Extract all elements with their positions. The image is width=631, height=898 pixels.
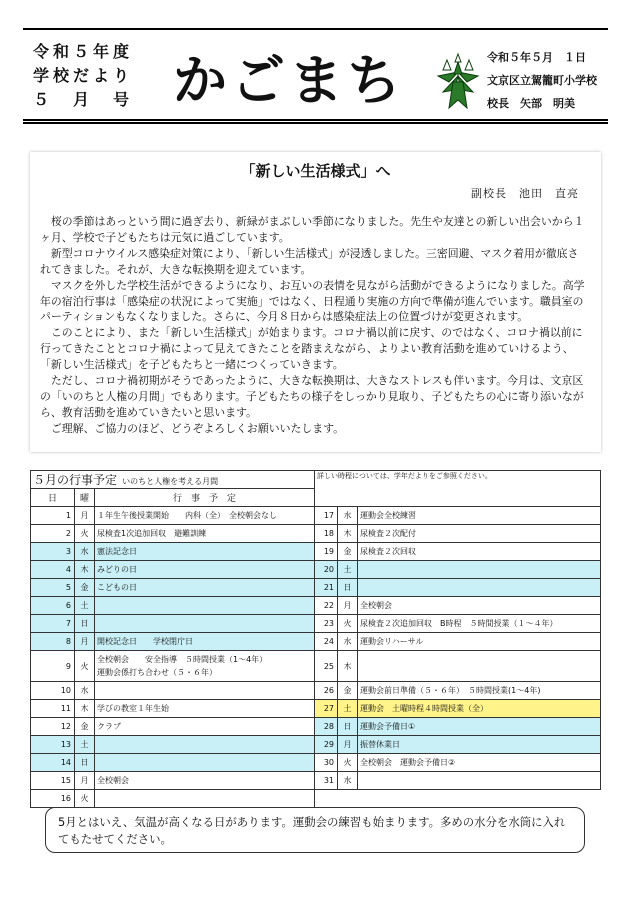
day-cell: 2 [31,525,75,543]
feature-article [30,152,601,452]
day-cell: 28 [315,718,338,736]
day-cell: 23 [315,615,338,633]
day-cell: 3 [31,543,75,561]
event-cell [358,633,601,651]
event-cell [358,597,601,615]
issue-month: ５ 月 号 [33,90,134,109]
event-text: みどりの日 [97,565,137,574]
day-cell: 11 [31,700,75,718]
table-row [31,651,601,682]
weekday-cell: 金 [75,718,95,736]
table-row [31,579,601,597]
article-paragraph: このことにより、また「新しい生活様式」が始まります。コロナ禍以前に戻す、のではなく、コロナ禍以前に行ってきたこととコロナ禍によって見えてきたことを踏まえながら、よりよい教育活動を進めていけるよう、「新しい生活様式」を子どもたちと一緒につくっていきます。 [40,326,583,372]
event-cell [358,682,601,700]
event-cell [95,754,315,772]
weekday-cell: 月 [338,597,358,615]
col-header-event: 行 事 予 定 [95,489,315,507]
event-text: 全校朝会 [360,601,393,610]
weekday-cell: 水 [75,682,95,700]
table-row [31,682,601,700]
event-cell [95,507,315,525]
table-row [31,615,601,633]
event-text: 尿検査1次追加回収 避難訓練 [97,529,207,538]
day-cell: 5 [31,579,75,597]
event-cell [358,615,601,633]
event-cell [358,718,601,736]
table-row [31,561,601,579]
event-text: １年生午後授業開始 内科（全） 全校朝会なし [97,511,277,520]
event-cell [95,579,315,597]
event-cell [358,651,601,682]
article-paragraph: マスクを外した学校生活ができるようになり、お互いの表情を見ながら活動ができるようになりました。高学年の宿泊行事は「感染症の状況によって実施」ではなく、日程通り実施の方向で準備が進んでいます。職員室のパーティションもなくなりました。さらに、今月８日からは感染症法上の位置づけが変更されます。 [40,278,585,324]
weekday-cell: 火 [75,790,95,808]
weekday-cell: 日 [75,615,95,633]
event-cell [95,633,315,651]
table-row [31,790,601,808]
event-cell [358,561,601,579]
day-cell: 25 [315,651,338,682]
event-text: 学びの教室１年生始 [97,704,169,713]
day-cell: 19 [315,543,338,561]
article-paragraph: 新型コロナウイルス感染症対策により、「新しい生活様式」が浸透しました。三密回避、マスク着用が徹底されてきました。それが、大きな転換期を迎えています。 [40,246,579,276]
table-row [31,543,601,561]
day-cell: 20 [315,561,338,579]
issue-year: 令和５年度 [33,42,134,61]
weekday-cell: 金 [338,682,358,700]
day-cell: 24 [315,633,338,651]
school-emblem-icon [435,52,481,116]
table-row [31,525,601,543]
day-cell: 16 [31,790,75,808]
event-cell [95,718,315,736]
weekday-cell: 水 [75,543,95,561]
day-cell: 22 [315,597,338,615]
weekday-cell: 月 [75,772,95,790]
event-cell [358,754,601,772]
event-text: 全校朝会 安全指導 ５時間授業（1～4年） [97,655,268,664]
day-cell: 30 [315,754,338,772]
day-cell: 1 [31,507,75,525]
weekday-cell: 日 [75,754,95,772]
weekday-cell: 水 [338,507,358,525]
event-text: 運動会 土曜時程４時間授業（全） [360,704,489,713]
event-cell [95,615,315,633]
day-cell: 15 [31,772,75,790]
weekday-cell: 火 [338,615,358,633]
event-cell [95,651,315,682]
publisher-info [487,46,597,115]
day-cell: 10 [31,682,75,700]
weekday-cell: 土 [338,700,358,718]
event-cell [358,736,601,754]
weekday-cell: 水 [338,633,358,651]
event-cell [95,736,315,754]
schedule-note: 詳しい時程については、学年だよりをご参照ください。 [315,471,601,507]
schedule-body [31,507,601,808]
weekday-cell: 火 [338,754,358,772]
event-text: 尿検査２次追加回収 B時程 ５時間授業（１～４年） [360,619,558,628]
weekday-cell: 日 [338,579,358,597]
event-text: 運動会全校練習 [360,511,417,520]
article-paragraph: ご理解、ご協力のほど、どうぞよろしくお願いいたします。 [50,421,345,435]
table-row [31,700,601,718]
weekday-cell: 土 [75,736,95,754]
event-text: こどもの日 [97,583,137,592]
weekday-cell: 木 [75,561,95,579]
event-cell [358,507,601,525]
weekday-cell: 金 [338,543,358,561]
event-text: 運動会リハーサル [360,637,424,646]
table-row [31,754,601,772]
day-cell: 31 [315,772,338,790]
table-row [31,718,601,736]
day-cell: 17 [315,507,338,525]
event-text: 運動会係打ち合わせ（５・６年） [97,668,217,677]
day-cell: 29 [315,736,338,754]
day-cell: 4 [31,561,75,579]
newsletter-logo: かごまち [173,48,405,112]
event-cell [95,700,315,718]
day-cell: 9 [31,651,75,682]
issue-info [33,40,133,112]
event-text: 開校記念日 学校閉庁日 [97,637,193,646]
weekday-cell: 木 [338,651,358,682]
day-cell: 26 [315,682,338,700]
event-cell [95,682,315,700]
event-text: 尿検査２次回収 [360,547,417,556]
day-cell: 18 [315,525,338,543]
article-body [40,214,588,437]
event-cell [358,700,601,718]
table-row [31,736,601,754]
day-cell: 12 [31,718,75,736]
weekday-cell: 木 [75,700,95,718]
school-name: 文京区立駕籠町小学校 [487,74,597,87]
event-cell [358,543,601,561]
event-text: 全校朝会 [97,776,129,785]
weekday-cell: 火 [75,651,95,682]
event-text: クラブ [97,722,121,731]
col-header-day: 日 [31,489,75,507]
event-text: 全校朝会 運動会予備日② [360,758,456,767]
day-cell: 6 [31,597,75,615]
schedule-caption: ５月の行事予定 [33,473,118,487]
event-cell [95,525,315,543]
schedule-subcaption: いのちと人権を考える月間 [122,477,219,486]
issue-date: 令和５年５月 １日 [487,51,586,64]
article-author: 副校長 池田 直亮 [471,187,579,200]
event-text: 運動会予備日① [360,722,416,731]
day-cell: 13 [31,736,75,754]
table-row [31,633,601,651]
event-text: 運動会前日準備（５・６年） ５時間授業(1～4年) [360,686,541,695]
event-text: 尿検査２次配付 [360,529,417,538]
event-schedule-table [30,470,601,808]
weekday-cell: 土 [338,561,358,579]
article-paragraph: 桜の季節はあっという間に過ぎ去り、新緑がまぶしい季節になりました。先生や友達との新しい出会いから１ヶ月、学校で子どもたちは元気に過ごしています。 [40,215,585,244]
event-cell [358,772,601,790]
event-text: 振替休業日 [360,740,401,749]
event-cell [95,772,315,790]
event-cell [95,790,315,808]
schedule-caption-cell [31,471,315,489]
table-row [31,507,601,525]
table-row [31,597,601,615]
article-paragraph: ただし、コロナ禍初期がそうであったように、大きな転換期は、大きなストレスも伴います。今月は、文京区の「いのちと人権の月間」でもあります。子どもたちの様子をしっかり見取り、子どもたちの心に寄り添いながら、教育活動を進めていきたいと思います。 [40,374,584,419]
day-cell: 7 [31,615,75,633]
day-cell: 21 [315,579,338,597]
event-cell [95,561,315,579]
issue-type: 学校だより [33,66,134,85]
weekday-cell: 月 [75,633,95,651]
day-cell: 14 [31,754,75,772]
principal-name: 校長 矢部 明美 [487,97,575,110]
weekday-cell: 月 [338,736,358,754]
day-cell: 27 [315,700,338,718]
event-text: 憲法記念日 [97,547,137,556]
weekday-cell: 水 [338,772,358,790]
weekday-cell: 木 [338,525,358,543]
article-title: 「新しい生活様式」へ [240,162,391,180]
event-cell [95,543,315,561]
event-cell [95,597,315,615]
event-cell [358,579,601,597]
weekday-cell: 日 [338,718,358,736]
table-row [31,772,601,790]
weekday-cell: 月 [75,507,95,525]
empty-cell [315,790,601,808]
weekday-cell: 土 [75,597,95,615]
weekday-cell: 火 [75,525,95,543]
newsletter-header [23,28,608,124]
heat-notice: 5月とはいえ、気温が高くなる日があります。運動会の練習も始まります。多めの水分を水筒に入れてもたせてください。 [45,807,585,853]
day-cell: 8 [31,633,75,651]
weekday-cell: 金 [75,579,95,597]
event-cell [358,525,601,543]
col-header-weekday: 曜 [75,489,95,507]
